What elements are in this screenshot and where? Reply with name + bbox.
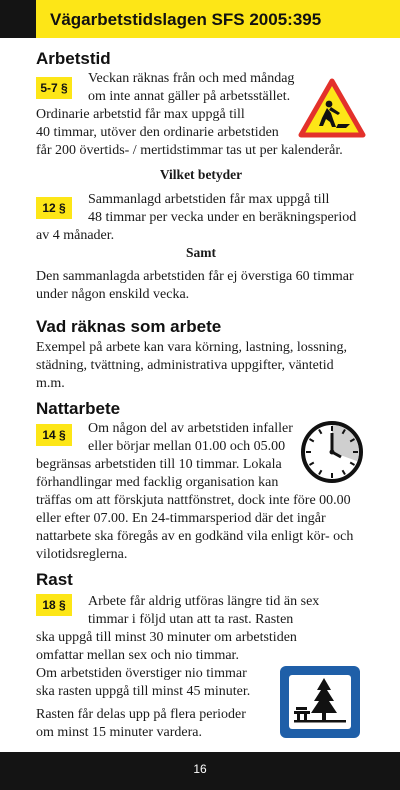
page-title: Vägarbetstidslagen SFS 2005:395 (50, 10, 322, 29)
text-line: Arbete får aldrig utföras längre tid än sex (88, 594, 320, 609)
text-line: förhandlingar med facklig organisation kan (36, 475, 279, 490)
text-line: 48 timmar per vecka under en beräkningsperiod (88, 210, 357, 225)
page-footer (0, 752, 400, 790)
text-line: städning, tvättning, administrativa uppgifter, väntetid (36, 358, 334, 373)
text-line: Veckan räknas från och med måndag (88, 71, 295, 86)
heading-vad-raknas-som-arbete: Vad räknas som arbete (36, 317, 222, 336)
text-line: Sammanlagd arbetstiden får max uppgå till (88, 192, 330, 207)
subheading-vilket-betyder: Vilket betyder (159, 167, 243, 182)
subheading-samt: Samt (186, 245, 216, 260)
text-line: nattarbete ska föregås av en godkänd vila enligt kör- och (36, 529, 354, 544)
paragraph-badge-12: 12 § (36, 197, 72, 219)
heading-nattarbete: Nattarbete (36, 399, 121, 418)
text-line: timmar i följd utan att ta rast. Rasten (88, 612, 294, 627)
text-line: Den sammanlagda arbetstiden får ej överstiga 60 timmar (36, 269, 354, 284)
text-line: under någon enskild vecka. (36, 287, 190, 302)
text-line: ska uppgå till minst 30 minuter om arbetstiden (36, 630, 297, 645)
text-line: om minst 15 minuter vardera. (36, 725, 203, 740)
text-line: 40 timmar, utöver den ordinarie arbetstiden (36, 125, 279, 140)
heading-arbetstid: Arbetstid (36, 49, 111, 68)
text-line: om inte annat gäller på arbetsstället. (88, 89, 291, 104)
paragraph-badge-18: 18 § (36, 594, 72, 616)
heading-rast: Rast (36, 570, 73, 589)
roadwork-sign-icon (298, 78, 366, 138)
text-line: Rasten får delas upp på flera perioder (36, 707, 246, 722)
text-line: m.m. (36, 376, 65, 391)
text-line: Om någon del av arbetstiden infaller (88, 421, 293, 436)
rest-area-sign-icon (276, 662, 364, 742)
header-tab (0, 0, 36, 38)
clock-icon (300, 420, 364, 484)
page-header (0, 0, 400, 38)
text-line: träffas om att förskjuta nattfönstret, dock inte före 00.00 (36, 493, 351, 508)
text-line: Om arbetstiden överstiger nio timmar (36, 666, 247, 681)
text-line: Exempel på arbete kan vara körning, lastning, lossning, (36, 340, 348, 355)
text-line: av 4 månader. (36, 228, 115, 243)
text-line: vilotidsreglerna. (36, 547, 128, 562)
text-line: får 200 övertids- / mertidstimmar tas ut per kalenderår. (36, 143, 343, 158)
text-line: ska rasten uppgå till minst 45 minuter. (36, 684, 251, 699)
text-line: eller efter 07.00. En 24-timmarsperiod där det ingår (36, 511, 326, 526)
paragraph-badge-14: 14 § (36, 424, 72, 446)
text-line: Ordinarie arbetstid får max uppgå till (36, 107, 245, 122)
text-line: begränsas arbetstiden till 10 timmar. Lokala (36, 457, 282, 472)
text-line: omfattar mellan sex och nio timmar. (36, 648, 239, 663)
paragraph-badge-5-7: 5-7 § (36, 77, 72, 99)
text-line: eller börjar mellan 01.00 och 05.00 (88, 439, 286, 454)
page-number: 16 (193, 762, 207, 776)
